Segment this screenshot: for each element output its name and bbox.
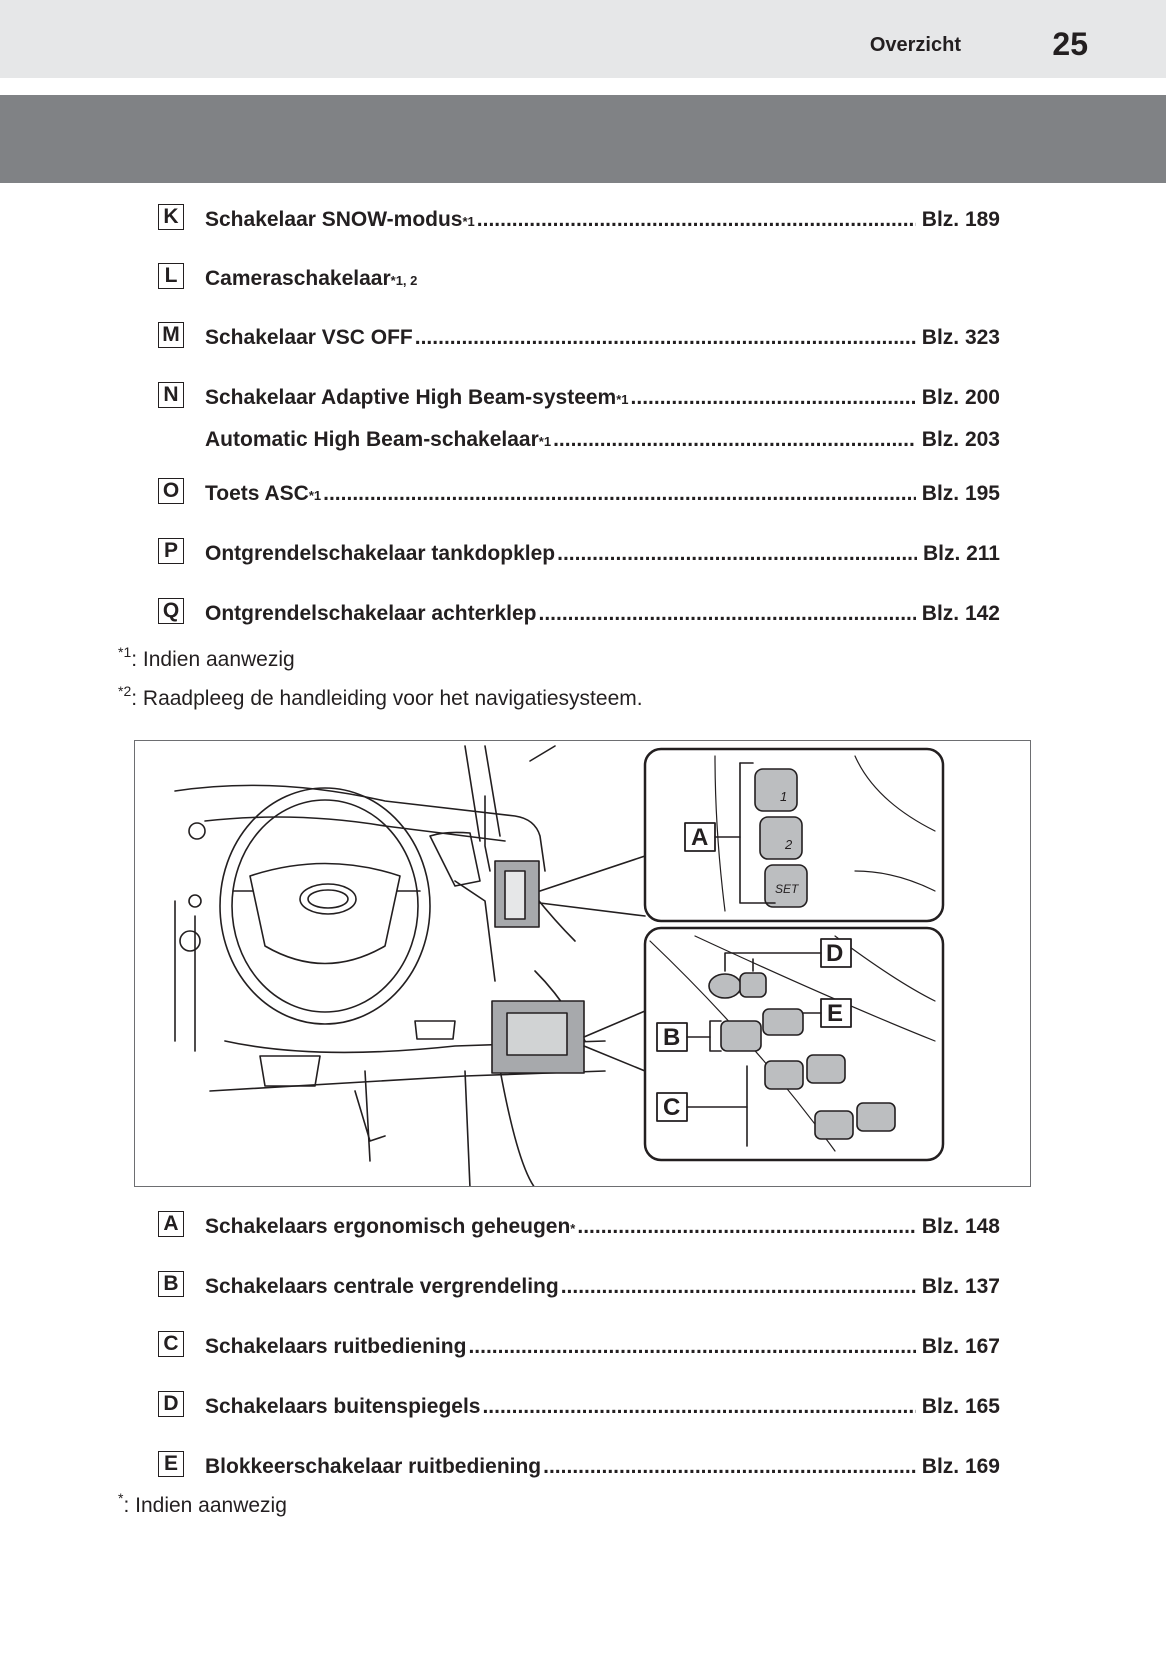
item-label: Schakelaars buitenspiegels: [205, 1395, 481, 1418]
key-label: A: [158, 1211, 184, 1237]
list-item-d: [158, 1391, 1000, 1421]
page-reference[interactable]: Blz. 142: [921, 602, 1000, 625]
callout-d: D: [826, 940, 844, 967]
item-label: Ontgrendelschakelaar tankdopklep: [205, 542, 556, 565]
page-number: 25: [1052, 26, 1088, 62]
leader-dots: [577, 1215, 915, 1239]
section-title: Overzicht: [869, 34, 961, 56]
list-item-e: [158, 1451, 1000, 1481]
list-item-p: [158, 538, 1000, 568]
footnote-text: : Raadpleeg de handleiding voor het navigatiesysteem.: [131, 687, 643, 710]
key-label: M: [158, 322, 184, 348]
key-label: N: [158, 382, 184, 408]
leader-dots: [543, 1455, 916, 1479]
key-label: P: [158, 538, 184, 564]
leader-dots: [415, 326, 916, 350]
header-band: [0, 95, 1166, 183]
item-label: Blokkeerschakelaar ruitbediening: [205, 1455, 542, 1478]
key-label: C: [158, 1331, 184, 1357]
page-reference[interactable]: Blz. 165: [921, 1395, 1000, 1418]
page-reference[interactable]: Blz. 137: [921, 1275, 1000, 1298]
key-label: O: [158, 478, 184, 504]
highlight-boxes: [492, 856, 645, 1073]
callout-e: E: [827, 1000, 844, 1027]
key-label: K: [158, 204, 184, 230]
dashboard-illustration: [134, 740, 1031, 1187]
page-reference[interactable]: Blz. 167: [921, 1335, 1000, 1358]
item-label: Schakelaar VSC OFF: [205, 326, 413, 349]
seat-button-set-label: SET: [775, 882, 799, 896]
dashboard-drawing: [175, 746, 605, 1187]
list-item-a: A Schakelaars ergonomisch geheugen * ..... Blz. 148: [158, 1211, 1000, 1241]
item-label: Cameraschakelaar: [205, 267, 391, 290]
footnote-2: [118, 683, 643, 711]
list-item-o: O Toets ASC *1 ..... Blz. 195: [158, 478, 1000, 508]
list-item-m: [158, 322, 1000, 352]
leader-dots: [468, 1335, 915, 1359]
memory-switch-inset: [645, 749, 943, 921]
key-label: Q: [158, 598, 184, 624]
footnote-mark: *: [118, 1490, 124, 1506]
list-item-n-sub: Automatic High Beam-schakelaar *1 ..... Blz. 203: [158, 424, 1000, 454]
item-label: Ontgrendelschakelaar achterklep: [205, 602, 537, 625]
item-label: Automatic High Beam-schakelaar: [205, 428, 539, 451]
footnote-text: : Indien aanwezig: [123, 1494, 287, 1517]
leader-dots: [323, 482, 916, 506]
page-reference[interactable]: Blz. 195: [921, 482, 1000, 505]
page-reference[interactable]: Blz. 323: [921, 326, 1000, 349]
callout-a: A: [691, 824, 709, 851]
item-label: Schakelaars ergonomisch geheugen: [205, 1215, 571, 1238]
list-item-c: [158, 1331, 1000, 1361]
callout-b: B: [663, 1024, 681, 1051]
header-bar: [0, 0, 1166, 78]
list-item-l: L Cameraschakelaar *1, 2: [158, 263, 1000, 293]
key-label: B: [158, 1271, 184, 1297]
seat-button-1-label: 1: [780, 789, 788, 804]
item-label: Schakelaar Adaptive High Beam-systeem: [205, 386, 617, 409]
leader-dots: [561, 1275, 916, 1299]
footnote-mark: *1: [118, 644, 132, 660]
footnote-text: : Indien aanwezig: [131, 648, 295, 671]
key-label: L: [158, 263, 184, 289]
leader-dots: [538, 602, 915, 626]
page-reference[interactable]: Blz. 189: [921, 208, 1000, 231]
page-reference[interactable]: Blz. 148: [921, 1215, 1000, 1238]
item-label: Schakelaars centrale vergrendeling: [205, 1275, 559, 1298]
leader-dots: [477, 208, 916, 232]
page-reference[interactable]: Blz. 203: [921, 428, 1000, 451]
leader-dots: [553, 428, 916, 452]
list-item-k: K Schakelaar SNOW-modus *1 ..... Blz. 189: [158, 204, 1000, 234]
item-label: Schakelaars ruitbediening: [205, 1335, 467, 1358]
steering-wheel: [220, 788, 430, 1024]
item-label: Toets ASC: [205, 482, 309, 505]
seat-button-2-label: 2: [785, 837, 793, 852]
key-label: D: [158, 1391, 184, 1417]
key-label: E: [158, 1451, 184, 1477]
list-item-n: N Schakelaar Adaptive High Beam-systeem *1 ..... Blz. 200: [158, 382, 1000, 412]
list-item-q: [158, 598, 1000, 628]
item-label: Schakelaar SNOW-modus: [205, 208, 463, 231]
page-reference[interactable]: Blz. 200: [921, 386, 1000, 409]
leader-dots: [631, 386, 916, 410]
leader-dots: [482, 1395, 915, 1419]
footnote-mark: *2: [118, 683, 132, 699]
footnote-1: [118, 644, 295, 672]
list-item-b: [158, 1271, 1000, 1301]
door-switch-inset: [645, 928, 943, 1160]
page-reference[interactable]: Blz. 169: [921, 1455, 1000, 1478]
leader-dots: [557, 542, 917, 566]
footnote-3: [118, 1490, 287, 1518]
callout-c: C: [663, 1094, 681, 1121]
page-reference[interactable]: Blz. 211: [922, 542, 1000, 565]
